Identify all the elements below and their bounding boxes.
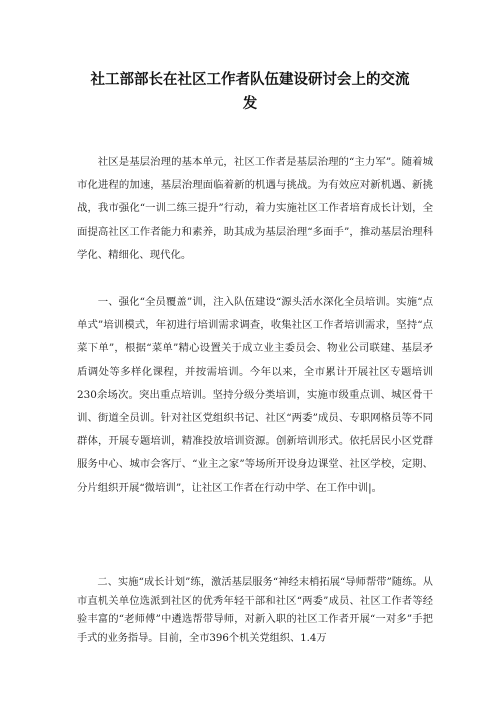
- paragraph-section-one: 一、强化“全员覆盖”训，注入队伍建设“源头活水深化全员培训。实施“点单式”培训模式，年初进行培训需求调查，收集社区工作者培训需求，坚持“点菜下单”，根据“菜单”精心设置关于成立业主委员会、物业公司联建、基层矛盾调处等多样化课程，并按需培训。今年以来，全市累计开展社区专题培训230余场次。突出重点培训。坚持分级分类培训，实施市级重点训、城区骨干训、街道全员训。针对社区党组织书记、社区“两委”成员、专职网格员等不同群体，开展专题培训，精准投放培训资源。创新培训形式。依托居民小区党群服务中心、城市会客厅、“业主之家”等场所开设身边课堂、社区学校，定期、分片组织开展“微培训”，让社区工作者在行动中学、在工作中训|。: [77, 296, 433, 494]
- document-title-line-1: 社工部部长在社区工作者队伍建设研讨会上的交流: [90, 72, 410, 88]
- paragraph-intro: 社区是基层治理的基本单元，社区工作者是基层治理的“主力军”。随着城市化进程的加速，基层治理面临着新的机遇与挑战。为有效应对新机遇、新挑战，我市强化“一训二练三提升”行动，着力实施社区工作者培育成长计划，全面提高社区工作者能力和素养，助其成为基层治理“多面手”，推动基层治理科学化、精细化、现代化。: [77, 156, 433, 261]
- document-title-line-2: 发: [242, 96, 258, 112]
- paragraph-section-two: 二、实施“成长计划”练，激活基层服务“神经末梢拓展“导师帮带”随练。从市直机关单位选派到社区的优秀年轻干部和社区“两委”成员、社区工作者等经验丰富的“老师傅”中遴选帮带导师，对新入职的社区工作者开展“一对多”手把手式的业务指导。目前，全市396个机关党组织、1.4万: [77, 577, 433, 644]
